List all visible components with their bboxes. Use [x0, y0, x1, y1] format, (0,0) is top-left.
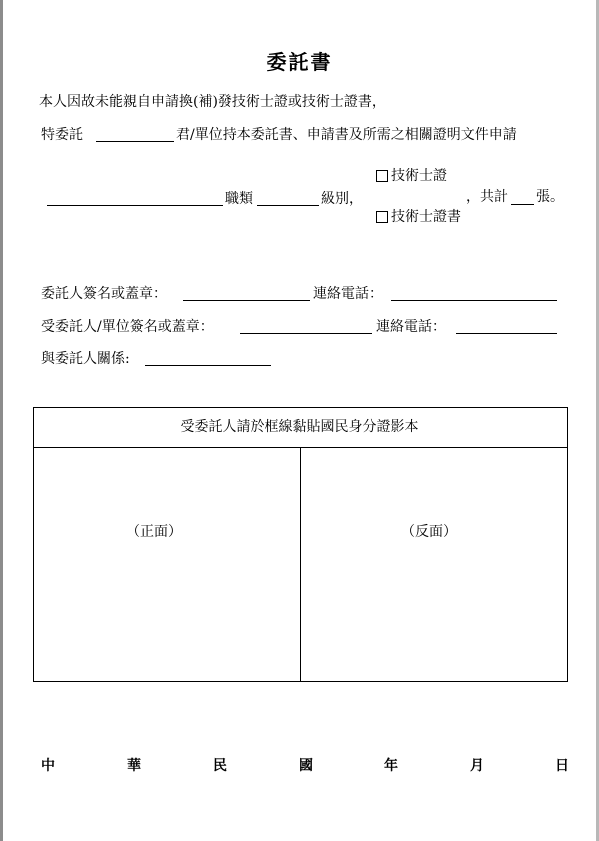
date-char-hua: 華: [127, 758, 141, 774]
authorize-suffix: 君/單位持本委託書、申請書及所需之相關證明文件申請: [176, 127, 517, 143]
total-prefix: ，共計: [466, 189, 508, 205]
delegator-sign-label: 委託人簽名或蓋章：: [41, 286, 167, 302]
level-blank[interactable]: [257, 205, 319, 206]
level-label: 級別，: [321, 191, 363, 207]
intro-line: 本人因故未能親自申請換(補)發技術士證或技術士證書，: [39, 94, 386, 110]
job-type-label: 職類: [225, 191, 253, 207]
id-back-label: （反面）: [401, 524, 457, 540]
total-count-blank[interactable]: [511, 204, 534, 205]
delegate-sign-blank[interactable]: [240, 333, 372, 334]
date-char-guo: 國: [299, 758, 313, 774]
delegate-phone-label: 連絡電話：: [376, 319, 446, 335]
delegate-phone-blank[interactable]: [456, 333, 557, 334]
id-front-label: （正面）: [126, 524, 182, 540]
job-type-blank[interactable]: [47, 205, 223, 206]
option-certificate-label: 技術士證: [391, 168, 447, 184]
delegator-phone-label: 連絡電話：: [313, 286, 383, 302]
relationship-label: 與委託人關係:: [41, 351, 130, 367]
delegator-sign-blank[interactable]: [183, 300, 310, 301]
delegate-name-blank[interactable]: [96, 141, 174, 142]
authorize-prefix: 特委託: [41, 127, 83, 143]
total-suffix: 張。: [536, 189, 564, 205]
certificate-checkbox[interactable]: [376, 170, 388, 182]
delegate-sign-label: 受委託人/單位簽名或蓋章：: [41, 319, 214, 335]
document-title: 委託書: [266, 50, 333, 74]
date-char-day: 日: [555, 758, 569, 774]
delegator-phone-blank[interactable]: [391, 300, 557, 301]
date-char-month: 月: [470, 758, 484, 774]
option-diploma-label: 技術士證書: [391, 209, 461, 225]
date-char-year: 年: [384, 758, 398, 774]
date-char-zhong: 中: [41, 758, 55, 774]
date-char-min: 民: [213, 758, 227, 774]
diploma-checkbox[interactable]: [376, 211, 388, 223]
relationship-blank[interactable]: [145, 365, 271, 366]
id-card-center-divider: [300, 447, 301, 682]
id-box-header: 受委託人請於框線黏貼國民身分證影本: [180, 419, 419, 435]
